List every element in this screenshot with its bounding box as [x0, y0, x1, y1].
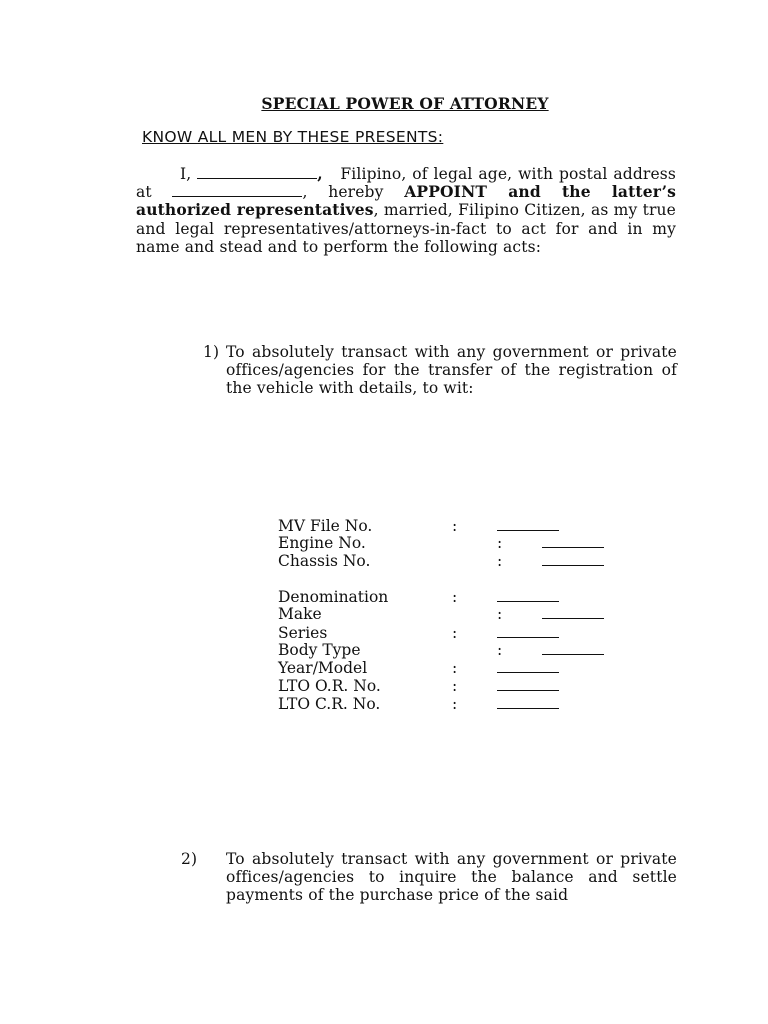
detail-colon: : [452, 624, 458, 642]
salutation: KNOW ALL MEN BY THESE PRESENTS: [142, 128, 444, 146]
detail-colon: : [452, 695, 458, 713]
detail-value-blank [542, 565, 604, 566]
detail-label: Year/Model [278, 659, 368, 677]
intro-part1: Filipino, of legal age, with postal address at [136, 165, 677, 202]
detail-label: LTO C.R. No. [278, 695, 381, 713]
detail-label: Denomination [278, 588, 389, 606]
detail-label: Body Type [278, 641, 361, 659]
list-item-text: To absolutely transact with any government or private offices/agencies to inquire the balance and settle payments of the purchase price of the said [226, 850, 677, 905]
detail-colon: : [452, 517, 458, 535]
intro-pronoun: I, [180, 165, 192, 183]
detail-value-blank [542, 547, 604, 548]
name-blank [197, 166, 317, 179]
list-item-number: 2) [181, 850, 198, 868]
detail-label: LTO O.R. No. [278, 677, 381, 695]
intro-part2: , hereby [302, 183, 384, 202]
address-blank [172, 184, 302, 197]
intro-comma: , [317, 164, 323, 183]
detail-label: MV File No. [278, 517, 373, 535]
intro-paragraph [136, 165, 676, 256]
detail-colon: : [452, 677, 458, 695]
list-item-text: To absolutely transact with any government or private offices/agencies for the transfer of the registration of the vehicle with details, to wit: [226, 343, 677, 398]
detail-value-blank [542, 618, 604, 619]
intro-part3: , married, Filipino Citizen, as my true and legal representatives/attorneys-in-fact to act for and in my name and stead and to perform the following acts: [136, 201, 676, 256]
list-item-number: 1) [203, 343, 220, 361]
document-title: SPECIAL POWER OF ATTORNEY [261, 94, 549, 113]
detail-label: Series [278, 624, 328, 642]
detail-colon: : [497, 641, 503, 659]
detail-value-blank [497, 530, 559, 531]
detail-colon: : [497, 605, 503, 623]
detail-colon: : [497, 552, 503, 570]
detail-value-blank [497, 690, 559, 691]
detail-value-blank [497, 708, 559, 709]
intro-appoint: APPOINT and the latter’s authorized representatives [136, 182, 677, 220]
detail-value-blank [497, 637, 559, 638]
detail-label: Chassis No. [278, 552, 371, 570]
detail-value-blank [497, 672, 559, 673]
detail-colon: : [452, 659, 458, 677]
detail-label: Make [278, 605, 322, 623]
detail-colon: : [497, 534, 503, 552]
detail-colon: : [452, 588, 458, 606]
detail-value-blank [497, 601, 559, 602]
detail-label: Engine No. [278, 534, 366, 552]
detail-value-blank [542, 654, 604, 655]
